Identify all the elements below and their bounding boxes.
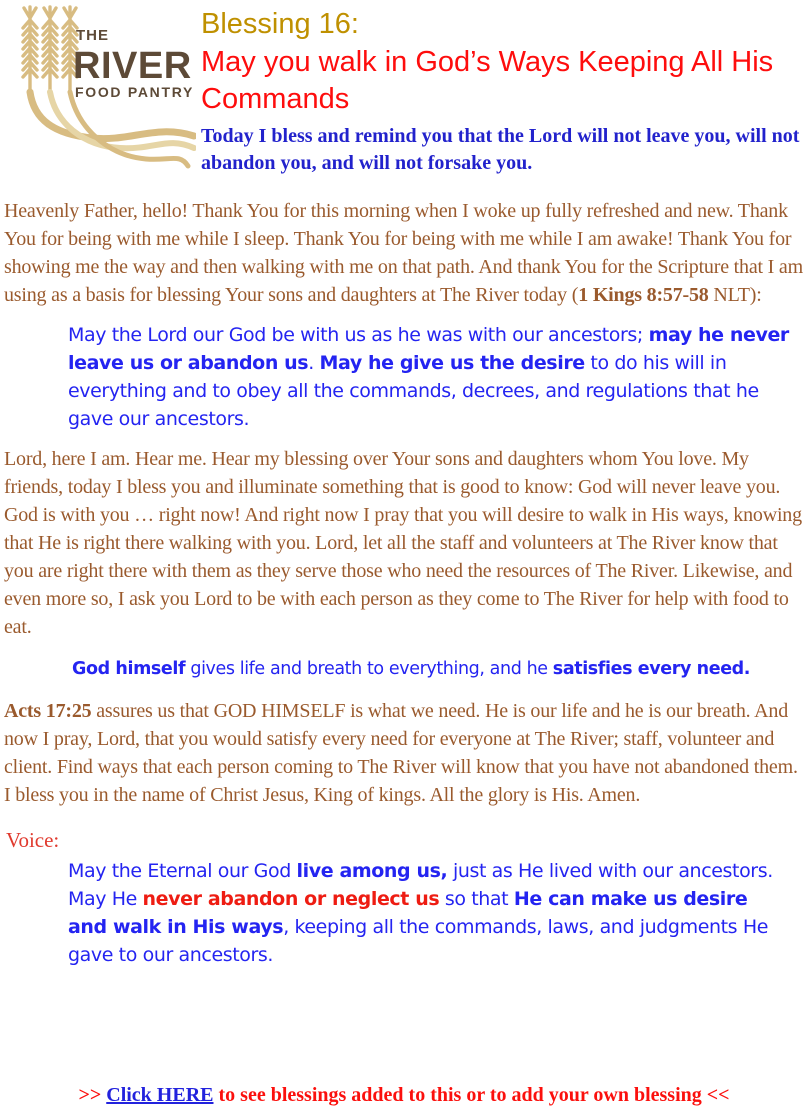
text-segment: , keeping all the commands, laws, and judgments He gave to our ancestors. xyxy=(68,916,768,966)
logo-graphic xyxy=(4,4,196,176)
text-segment: . xyxy=(308,352,320,374)
text-segment: Heavenly Father, hello! Thank You for this morning when I woke up fully refreshed and new. Thank You for being with me while I sleep. Thank You for being with me while I am awake! Thank You for showing me the way and then walking with me on that path. And thank You for the Scripture that I am using as a basis for blessing Your sons and daughters at The River today ( xyxy=(4,200,803,306)
text-segment: to do his will in everything and to obey all the commands, decrees, and regulations that he gave our ancestors. xyxy=(68,352,759,430)
river-food-pantry-logo xyxy=(4,4,196,181)
text-segment: so that xyxy=(439,888,514,910)
footer-suffix: to see blessings added to this or to add your own blessing << xyxy=(213,1084,730,1106)
emphasis-god-himself: God himself xyxy=(72,659,186,679)
emphasis-live-among-us: live among us, xyxy=(296,860,448,882)
emphasis-give-desire: May he give us the desire xyxy=(319,352,585,374)
page-title: May you walk in God’s Ways Keeping All His Commands xyxy=(201,46,774,115)
wheat-icon xyxy=(23,7,77,92)
logo-text-the: THE xyxy=(76,27,109,44)
paragraph-acts-prayer xyxy=(4,697,804,809)
emphasis-never-leave: may he never leave us or abandon us xyxy=(68,324,789,374)
footer-call-to-action xyxy=(4,1081,804,1109)
text-segment: assures us that GOD HIMSELF is what we need. He is our life and he is our breath. And now I pray, Lord, that you would satisfy every need for everyone at The River; staff, volunteer and client. Find ways that each person coming to The River will know that you have not abandoned them. I bless you in the name of Christ Jesus, King of kings. All the glory is His. Amen. xyxy=(4,700,798,806)
scripture-reference-acts: Acts 17:25 xyxy=(4,700,92,722)
text-segment: gives life and breath to everything, and he xyxy=(185,659,553,679)
paragraph-blessing: Lord, here I am. Hear me. Hear my blessing over Your sons and daughters whom You love. My friends, today I bless you and illuminate something that is good to know: God will never leave you. God is with you … right now! And right now I pray that you will desire to walk in His ways, knowing that He is right there walking with you. Lord, let all the staff and volunteers at The River know that you are right there with them as they serve those who need the resources of The River. Likewise, and even more so, I ask you Lord to be with each person as they come to The River for help with food to eat. xyxy=(4,448,802,638)
scripture-quote-acts xyxy=(72,655,804,683)
logo-text-food-pantry: FOOD PANTRY xyxy=(75,84,195,100)
scripture-quote-1kings xyxy=(68,321,792,433)
emphasis-satisfies: satisfies every need. xyxy=(552,659,751,679)
river-wave-icon xyxy=(30,92,194,166)
logo-text-river: RIVER xyxy=(73,45,192,87)
paragraph-opening-prayer xyxy=(4,197,804,309)
header xyxy=(4,4,804,181)
blessing-subtitle: Today I bless and remind you that the Lord will not leave you, will not abandon you, and will not forsake you. xyxy=(201,125,800,174)
scripture-reference-1kings: 1 Kings 8:57-58 xyxy=(578,284,709,306)
text-segment: May the Eternal our God xyxy=(68,860,297,882)
text-segment: just as He lived with our ancestors. May He xyxy=(68,860,773,910)
click-here-link[interactable]: Click HERE xyxy=(106,1084,214,1106)
title-block xyxy=(201,4,804,177)
emphasis-desire-and-walk: He can make us desire and walk in His ways xyxy=(68,888,748,938)
text-segment: NLT): xyxy=(708,284,762,306)
scripture-quote-voice xyxy=(68,857,792,969)
document-body xyxy=(4,181,804,969)
text-segment: May the Lord our God be with us as he was with our ancestors; xyxy=(68,324,649,346)
blessing-number-label: Blessing 16: xyxy=(201,8,359,40)
voice-label: Voice: xyxy=(6,828,60,852)
emphasis-never-abandon-red: never abandon or neglect us xyxy=(142,888,440,910)
footer-prefix: >> xyxy=(78,1084,107,1106)
